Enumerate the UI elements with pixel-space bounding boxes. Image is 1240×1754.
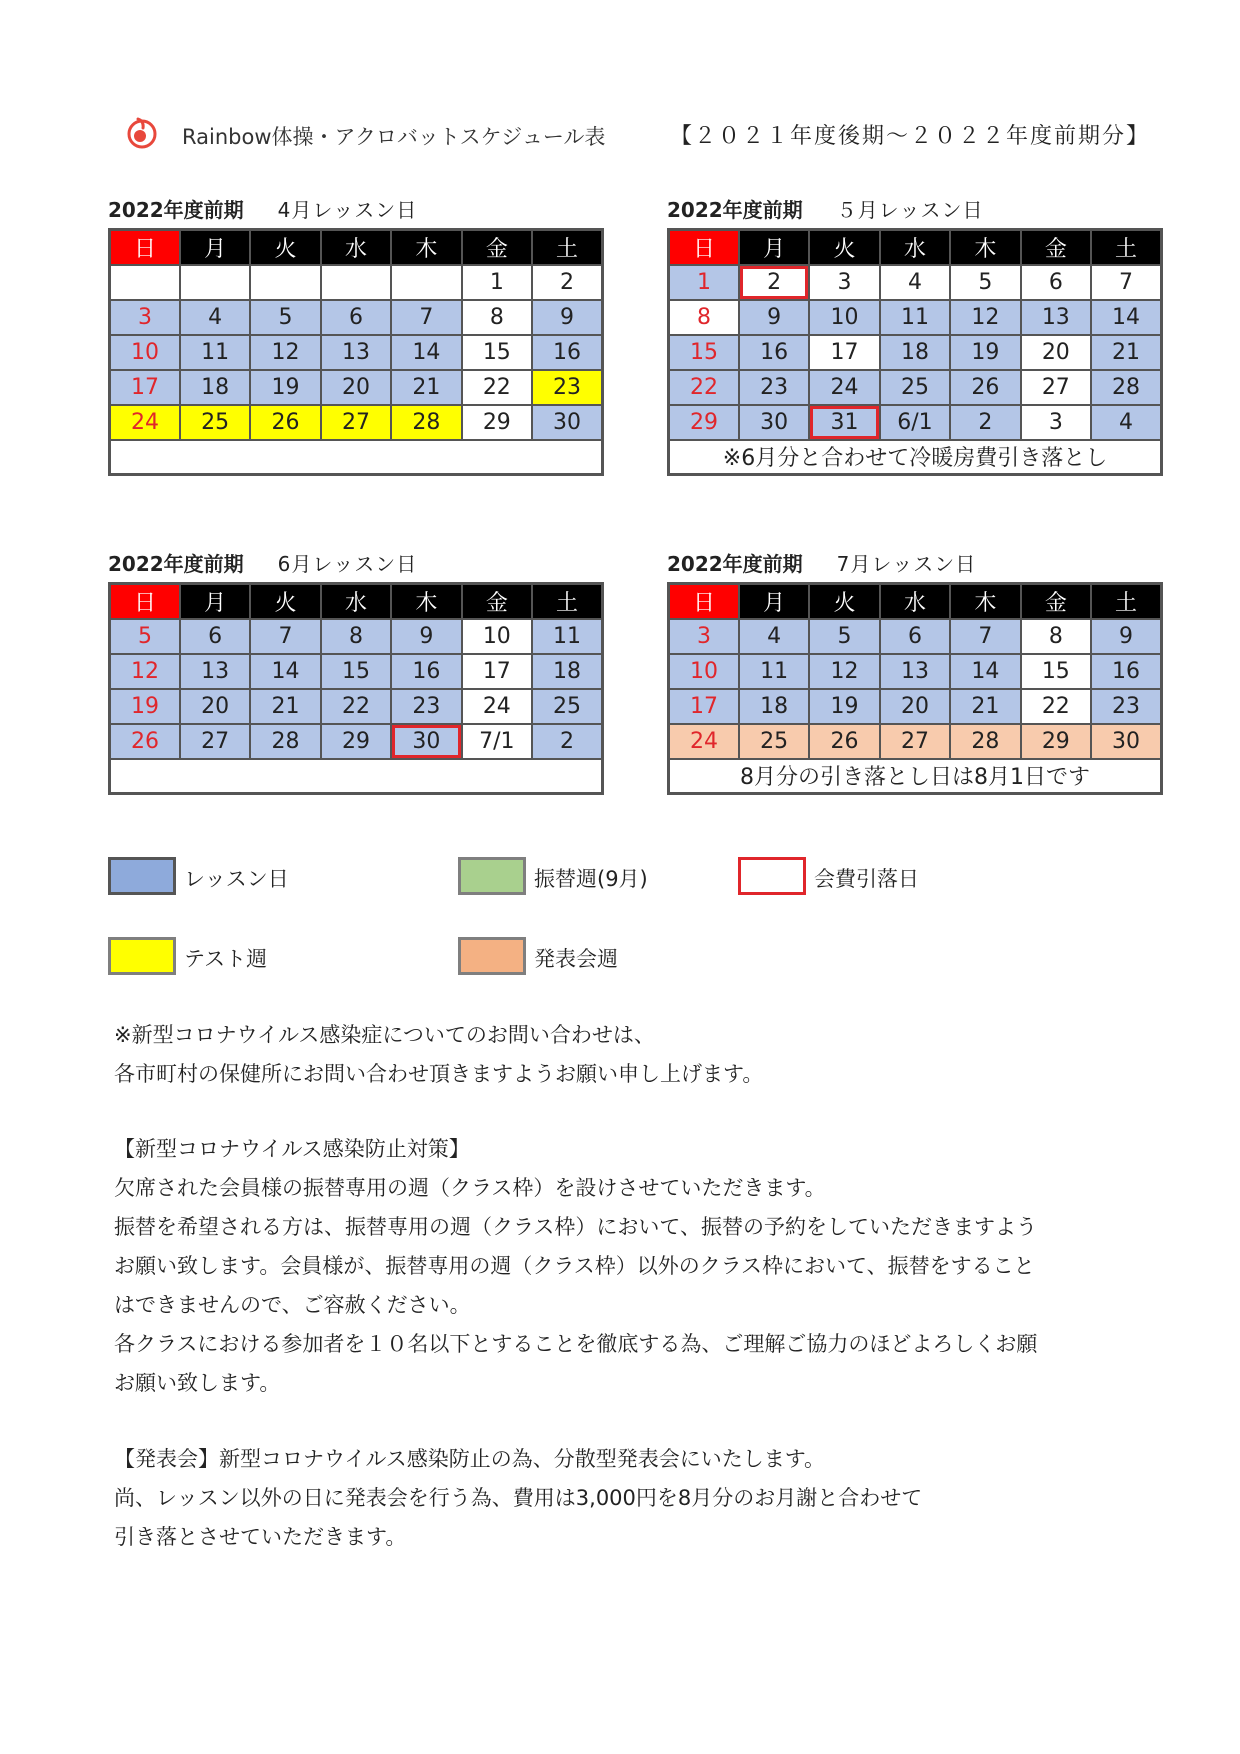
weekday-header-row <box>669 230 1162 265</box>
day-cell: 14 <box>391 335 461 370</box>
week-row <box>669 689 1162 724</box>
day-cell: 22 <box>669 370 739 405</box>
note-row <box>669 759 1162 794</box>
weekday-header: 木 <box>391 230 461 265</box>
day-cell: 7 <box>391 300 461 335</box>
corona-inquiry-notice <box>114 1016 763 1094</box>
weekday-header: 月 <box>180 584 250 619</box>
day-cell: 4 <box>880 265 950 300</box>
calendar-heading <box>667 194 1163 228</box>
day-cell: 18 <box>739 689 809 724</box>
day-cell: 6/1 <box>880 405 950 440</box>
day-cell: 12 <box>809 654 879 689</box>
day-cell: 26 <box>110 724 180 759</box>
day-cell: 25 <box>180 405 250 440</box>
day-cell: 3 <box>809 265 879 300</box>
calendar-note: ※6月分と合わせて冷暖房費引き落とし <box>669 440 1162 475</box>
calendar-term: 2022年度前期 <box>667 552 803 576</box>
day-cell: 25 <box>739 724 809 759</box>
day-cell: 29 <box>321 724 391 759</box>
day-cell: 21 <box>1091 335 1161 370</box>
weekday-header: 水 <box>321 584 391 619</box>
day-cell: 23 <box>1091 689 1161 724</box>
day-cell: 8 <box>321 619 391 654</box>
week-row <box>110 405 603 440</box>
day-cell: 7 <box>250 619 320 654</box>
day-cell: 19 <box>809 689 879 724</box>
day-cell: 10 <box>462 619 532 654</box>
calendar-april <box>108 194 604 476</box>
notice-line: 尚、レッスン以外の日に発表会を行う為、費用は3,000円を8月分のお月謝と合わせて <box>114 1486 923 1510</box>
weekday-header: 月 <box>739 230 809 265</box>
week-row <box>669 370 1162 405</box>
day-cell: 24 <box>809 370 879 405</box>
calendar-month-label: 7月レッスン日 <box>836 552 977 576</box>
legend-label: レッスン日 <box>184 867 289 891</box>
day-cell: 21 <box>391 370 461 405</box>
day-cell: 26 <box>809 724 879 759</box>
weekday-header: 金 <box>1021 230 1091 265</box>
day-cell <box>391 265 461 300</box>
calendar-grid <box>108 582 604 795</box>
weekday-header: 水 <box>880 584 950 619</box>
calendar-grid <box>667 582 1163 795</box>
day-cell: 30 <box>532 405 602 440</box>
weekday-header: 火 <box>250 230 320 265</box>
weekday-header: 火 <box>809 230 879 265</box>
weekday-header: 月 <box>739 584 809 619</box>
week-row <box>110 654 603 689</box>
weekday-header: 日 <box>669 584 739 619</box>
day-cell <box>250 265 320 300</box>
weekday-header-row <box>110 584 603 619</box>
calendar-note <box>110 440 603 475</box>
day-cell: 9 <box>1091 619 1161 654</box>
day-cell: 12 <box>250 335 320 370</box>
day-cell: 4 <box>180 300 250 335</box>
day-cell: 7/1 <box>462 724 532 759</box>
day-cell: 11 <box>880 300 950 335</box>
day-cell: 29 <box>1021 724 1091 759</box>
day-cell: 13 <box>1021 300 1091 335</box>
day-cell: 15 <box>1021 654 1091 689</box>
day-cell: 27 <box>880 724 950 759</box>
recital-notice <box>114 1440 922 1557</box>
calendar-june <box>108 548 604 795</box>
day-cell: 6 <box>180 619 250 654</box>
calendar-may <box>667 194 1163 476</box>
legend-label: 会費引落日 <box>814 867 919 891</box>
day-cell: 8 <box>1021 619 1091 654</box>
day-cell: 11 <box>532 619 602 654</box>
infection-measures-notice <box>114 1130 1037 1403</box>
day-cell: 25 <box>880 370 950 405</box>
day-cell: 17 <box>462 654 532 689</box>
legend-swatch <box>738 857 806 895</box>
day-cell: 25 <box>532 689 602 724</box>
day-cell <box>321 265 391 300</box>
day-cell: 9 <box>532 300 602 335</box>
day-cell: 27 <box>321 405 391 440</box>
calendar-grid <box>108 228 604 476</box>
legend-label: 振替週(9月) <box>534 867 648 891</box>
weekday-header: 日 <box>669 230 739 265</box>
day-cell: 29 <box>669 405 739 440</box>
day-cell: 21 <box>250 689 320 724</box>
weekday-header: 金 <box>462 230 532 265</box>
calendar-note <box>110 759 603 794</box>
calendar-month-label: ５月レッスン日 <box>836 198 984 222</box>
legend-swatch <box>108 937 176 975</box>
fee-day-cell: 2 <box>739 265 809 300</box>
weekday-header: 日 <box>110 584 180 619</box>
day-cell: 28 <box>1091 370 1161 405</box>
notice-line: 振替を希望される方は、振替専用の週（クラス枠）において、振替の予約をしていただきますよう <box>114 1215 1037 1239</box>
day-cell: 27 <box>1021 370 1091 405</box>
day-cell: 22 <box>1021 689 1091 724</box>
weekday-header: 土 <box>1091 584 1161 619</box>
day-cell: 6 <box>880 619 950 654</box>
legend-swatch <box>108 857 176 895</box>
week-row <box>669 265 1162 300</box>
notice-line: 欠席された会員様の振替専用の週（クラス枠）を設けさせていただきます。 <box>114 1176 826 1200</box>
day-cell: 28 <box>391 405 461 440</box>
day-cell: 24 <box>462 689 532 724</box>
notice-line: お願い致します。会員様が、振替専用の週（クラス枠）以外のクラス枠において、振替をすること <box>114 1254 1035 1278</box>
legend-swatch <box>458 857 526 895</box>
calendar-month-label: 4月レッスン日 <box>277 198 418 222</box>
day-cell: 8 <box>462 300 532 335</box>
day-cell: 16 <box>739 335 809 370</box>
calendar-heading <box>667 548 1163 582</box>
day-cell: 20 <box>180 689 250 724</box>
weekday-header: 土 <box>532 230 602 265</box>
week-row <box>669 300 1162 335</box>
day-cell: 3 <box>110 300 180 335</box>
notice-line: 各クラスにおける参加者を１０名以下とすることを徹底する為、ご理解ご協力のほどよろしくお願 <box>114 1332 1038 1356</box>
calendar-term: 2022年度前期 <box>108 552 244 576</box>
weekday-header: 木 <box>950 230 1020 265</box>
day-cell: 5 <box>110 619 180 654</box>
calendar-note: 8月分の引き落とし日は8月1日です <box>669 759 1162 794</box>
schedule-period: 【２０２１年度後期～２０２２年度前期分】 <box>669 124 1150 149</box>
day-cell: 5 <box>950 265 1020 300</box>
day-cell: 23 <box>739 370 809 405</box>
rainbow-logo-icon <box>124 115 160 151</box>
day-cell: 17 <box>809 335 879 370</box>
day-cell: 19 <box>950 335 1020 370</box>
day-cell: 27 <box>180 724 250 759</box>
legend-label: テスト週 <box>184 947 268 971</box>
weekday-header: 土 <box>1091 230 1161 265</box>
weekday-header-row <box>669 584 1162 619</box>
legend-label: 発表会週 <box>534 947 618 971</box>
week-row <box>669 405 1162 440</box>
day-cell: 28 <box>950 724 1020 759</box>
weekday-header: 火 <box>809 584 879 619</box>
day-cell: 23 <box>532 370 602 405</box>
week-row <box>669 654 1162 689</box>
day-cell: 3 <box>669 619 739 654</box>
week-row <box>669 335 1162 370</box>
page-title: Rainbow体操・アクロバットスケジュール表 <box>182 125 606 149</box>
day-cell: 2 <box>532 265 602 300</box>
day-cell: 5 <box>809 619 879 654</box>
fee-day-cell: 30 <box>391 724 461 759</box>
day-cell: 24 <box>110 405 180 440</box>
note-row <box>110 759 603 794</box>
day-cell: 4 <box>1091 405 1161 440</box>
day-cell: 1 <box>462 265 532 300</box>
day-cell: 29 <box>462 405 532 440</box>
day-cell: 6 <box>1021 265 1091 300</box>
week-row <box>110 370 603 405</box>
day-cell: 6 <box>321 300 391 335</box>
day-cell: 18 <box>880 335 950 370</box>
week-row <box>669 619 1162 654</box>
calendar-july <box>667 548 1163 795</box>
day-cell: 24 <box>669 724 739 759</box>
week-row <box>669 724 1162 759</box>
calendar-term: 2022年度前期 <box>108 198 244 222</box>
day-cell: 30 <box>739 405 809 440</box>
day-cell: 17 <box>669 689 739 724</box>
note-row <box>669 440 1162 475</box>
day-cell: 9 <box>739 300 809 335</box>
day-cell: 21 <box>950 689 1020 724</box>
day-cell: 11 <box>180 335 250 370</box>
weekday-header: 木 <box>950 584 1020 619</box>
day-cell: 7 <box>1091 265 1161 300</box>
calendar-term: 2022年度前期 <box>667 198 803 222</box>
weekday-header: 月 <box>180 230 250 265</box>
day-cell: 23 <box>391 689 461 724</box>
calendar-heading <box>108 548 604 582</box>
weekday-header: 水 <box>321 230 391 265</box>
day-cell: 20 <box>321 370 391 405</box>
day-cell: 30 <box>1091 724 1161 759</box>
day-cell: 15 <box>462 335 532 370</box>
notice-line: お願い致します。 <box>114 1371 281 1395</box>
weekday-header: 金 <box>1021 584 1091 619</box>
note-row <box>110 440 603 475</box>
day-cell: 9 <box>391 619 461 654</box>
notice-line: 引き落とさせていただきます。 <box>114 1525 407 1549</box>
calendar-month-label: 6月レッスン日 <box>277 552 418 576</box>
day-cell: 28 <box>250 724 320 759</box>
day-cell: 16 <box>1091 654 1161 689</box>
weekday-header: 木 <box>391 584 461 619</box>
day-cell <box>110 265 180 300</box>
day-cell: 13 <box>880 654 950 689</box>
day-cell <box>180 265 250 300</box>
day-cell: 19 <box>110 689 180 724</box>
day-cell: 13 <box>321 335 391 370</box>
day-cell: 12 <box>110 654 180 689</box>
weekday-header: 土 <box>532 584 602 619</box>
week-row <box>110 619 603 654</box>
notice-line: 【発表会】新型コロナウイルス感染防止の為、分散型発表会にいたします。 <box>114 1447 826 1471</box>
notice-line: はできませんので、ご容赦ください。 <box>114 1293 471 1317</box>
week-row <box>110 689 603 724</box>
day-cell: 18 <box>180 370 250 405</box>
day-cell: 14 <box>950 654 1020 689</box>
weekday-header-row <box>110 230 603 265</box>
day-cell: 4 <box>739 619 809 654</box>
weekday-header: 火 <box>250 584 320 619</box>
day-cell: 15 <box>321 654 391 689</box>
weekday-header: 水 <box>880 230 950 265</box>
day-cell: 1 <box>669 265 739 300</box>
weekday-header: 金 <box>462 584 532 619</box>
day-cell: 26 <box>250 405 320 440</box>
notice-line: ※新型コロナウイルス感染症についてのお問い合わせは、 <box>114 1023 655 1047</box>
day-cell: 20 <box>1021 335 1091 370</box>
day-cell: 14 <box>1091 300 1161 335</box>
day-cell: 16 <box>532 335 602 370</box>
legend-swatch <box>458 937 526 975</box>
weekday-header: 日 <box>110 230 180 265</box>
calendar-heading <box>108 194 604 228</box>
notice-line: 各市町村の保健所にお問い合わせ頂きますようお願い申し上げます。 <box>114 1062 764 1086</box>
page-header <box>0 115 1240 155</box>
day-cell: 26 <box>950 370 1020 405</box>
week-row <box>110 724 603 759</box>
day-cell: 10 <box>110 335 180 370</box>
day-cell: 11 <box>739 654 809 689</box>
day-cell: 10 <box>669 654 739 689</box>
week-row <box>110 265 603 300</box>
day-cell: 19 <box>250 370 320 405</box>
day-cell: 22 <box>321 689 391 724</box>
day-cell: 20 <box>880 689 950 724</box>
day-cell: 8 <box>669 300 739 335</box>
day-cell: 16 <box>391 654 461 689</box>
section-title: 【新型コロナウイルス感染防止対策】 <box>114 1137 470 1161</box>
day-cell: 14 <box>250 654 320 689</box>
day-cell: 2 <box>950 405 1020 440</box>
day-cell: 12 <box>950 300 1020 335</box>
day-cell: 10 <box>809 300 879 335</box>
week-row <box>110 335 603 370</box>
fee-day-cell: 31 <box>809 405 879 440</box>
day-cell: 13 <box>180 654 250 689</box>
day-cell: 22 <box>462 370 532 405</box>
week-row <box>110 300 603 335</box>
day-cell: 3 <box>1021 405 1091 440</box>
day-cell: 18 <box>532 654 602 689</box>
day-cell: 17 <box>110 370 180 405</box>
day-cell: 5 <box>250 300 320 335</box>
day-cell: 2 <box>532 724 602 759</box>
day-cell: 15 <box>669 335 739 370</box>
calendar-grid <box>667 228 1163 476</box>
day-cell: 7 <box>950 619 1020 654</box>
